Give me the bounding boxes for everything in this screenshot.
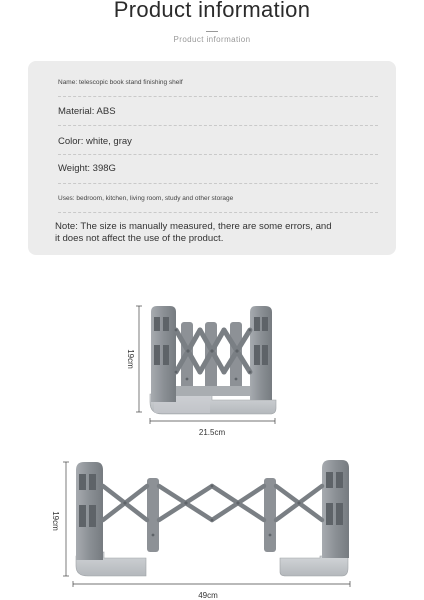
closed-height-dimension [136, 306, 142, 412]
extended-width-dimension [73, 581, 350, 587]
size-note-line-1: Note: The size is manually measured, there are some errors, and [55, 221, 332, 232]
size-note-line-2: it does not affect the use of the product. [55, 233, 224, 244]
spec-material: Material: ABS [58, 106, 116, 117]
spec-weight: Weight: 398G [58, 163, 116, 174]
bookend-closed-illustration [150, 306, 276, 414]
bookend-extended-illustration [76, 460, 349, 576]
spec-color: Color: white, gray [58, 136, 132, 147]
spec-uses: Uses: bedroom, kitchen, living room, study and other storage [58, 195, 234, 202]
page-title: Product information [113, 0, 311, 22]
spec-name: Name: telescopic book stand finishing shelf [58, 79, 183, 86]
extended-width-label: 49cm [198, 591, 218, 600]
extended-height-label: 19cm [51, 511, 60, 531]
closed-width-dimension [150, 418, 275, 424]
extended-height-dimension [63, 462, 69, 576]
closed-height-label: 19cm [126, 349, 135, 369]
page-subtitle: Product information [173, 35, 251, 44]
closed-width-label: 21.5cm [198, 428, 226, 437]
